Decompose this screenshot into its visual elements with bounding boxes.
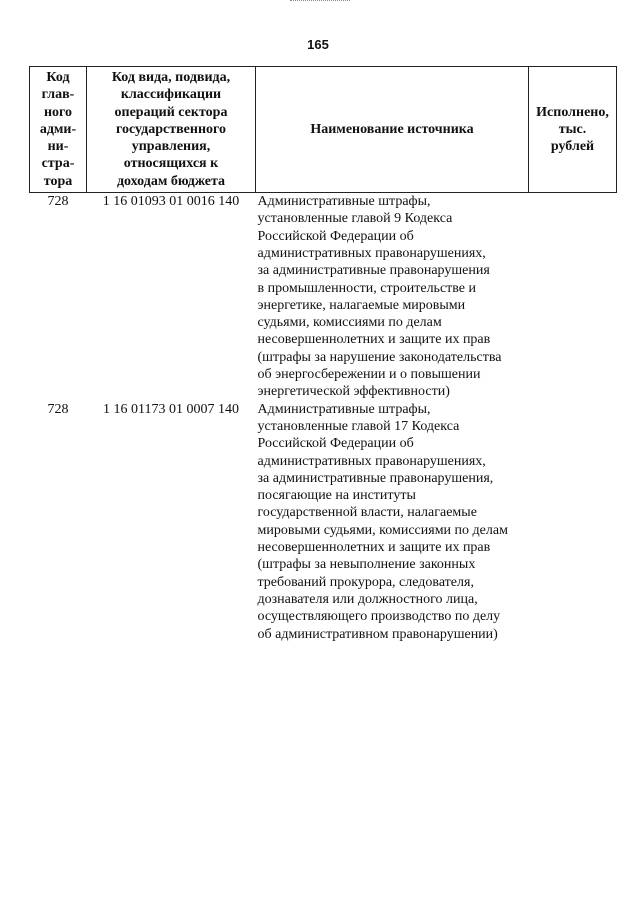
- header-source-name: Наименование источника: [256, 67, 529, 193]
- name-line: Российской Федерации об: [257, 228, 414, 244]
- name-line: (штрафы за нарушение законодательства: [257, 349, 502, 365]
- header-line: ного: [43, 104, 73, 120]
- name-line: установленные главой 17 Кодекса: [257, 418, 460, 434]
- name-line: государственной власти, налагаемые: [257, 505, 477, 521]
- admin-code-cell: 728: [47, 401, 69, 417]
- name-line: установленные главой 9 Кодекса: [257, 211, 453, 227]
- header-admin-code: [30, 67, 87, 193]
- header-line: стра-: [41, 156, 75, 172]
- name-line: об энергосбережении и о повышении: [257, 367, 481, 383]
- name-line: несовершеннолетних и защите их прав: [257, 540, 491, 556]
- page-number: 165: [307, 37, 329, 52]
- header-line: государственного: [115, 121, 227, 137]
- header-line: рублей: [550, 139, 595, 155]
- header-line: тора: [43, 173, 73, 189]
- header-line: управления,: [131, 139, 211, 155]
- executed-cell: [529, 193, 617, 401]
- type-code-cell: 1 16 01173 01 0007 140: [103, 401, 239, 417]
- name-line: энергетике, налагаемые мировыми: [257, 297, 466, 313]
- header-line: глав-: [41, 87, 75, 103]
- table-body: [30, 193, 617, 643]
- header-line: Код вида, подвида,: [111, 70, 231, 85]
- name-line: об административном правонарушении): [257, 626, 498, 642]
- name-line: административных правонарушениях,: [257, 245, 486, 261]
- name-line: (штрафы за невыполнение законных: [257, 557, 476, 573]
- name-line: дознавателя или должностного лица,: [257, 591, 478, 607]
- name-line: административных правонарушениях,: [257, 453, 486, 469]
- header-line: классификации: [120, 87, 222, 103]
- source-name-cell: [256, 401, 529, 643]
- header-line: тыс.: [558, 121, 587, 137]
- revenue-sources-table: [29, 66, 617, 643]
- scan-artifact-mark: [290, 0, 350, 5]
- admin-code-cell: 728: [47, 194, 69, 210]
- name-line: несовершеннолетних и защите их прав: [257, 332, 491, 348]
- table-row: [30, 193, 617, 401]
- type-code-cell: 1 16 01093 01 0016 140: [102, 194, 240, 210]
- source-name-cell: [256, 193, 529, 401]
- name-line: в промышленности, строительстве и: [257, 280, 477, 296]
- header-line: ни-: [47, 139, 69, 155]
- header-line: операций сектора: [114, 104, 228, 120]
- name-line: Административные штрафы,: [257, 194, 431, 210]
- header-line: Код: [46, 70, 70, 85]
- name-line: осуществляющего производство по делу: [257, 609, 501, 625]
- name-line: за административные правонарушения,: [257, 470, 494, 486]
- name-line: посягающие на институты: [257, 488, 416, 504]
- name-line: требований прокурора, следователя,: [257, 574, 474, 590]
- name-line: энергетической эффективности): [257, 384, 450, 400]
- executed-cell: [529, 401, 617, 643]
- table-row: [30, 401, 617, 643]
- name-line: Российской Федерации об: [257, 436, 414, 452]
- name-line: судьями, комиссиями по делам: [257, 315, 442, 331]
- header-executed: [529, 67, 617, 193]
- header-line: доходам бюджета: [116, 173, 226, 189]
- table-header: [30, 67, 617, 193]
- name-line: мировыми судьями, комиссиями по делам: [257, 522, 508, 538]
- header-line: относящихся к: [123, 156, 219, 172]
- name-line: за административные правонарушения: [257, 263, 490, 279]
- header-type-code: [87, 67, 256, 193]
- header-line: адми-: [39, 121, 77, 137]
- header-line: Исполнено,: [536, 104, 609, 120]
- name-line: Административные штрафы,: [257, 401, 431, 417]
